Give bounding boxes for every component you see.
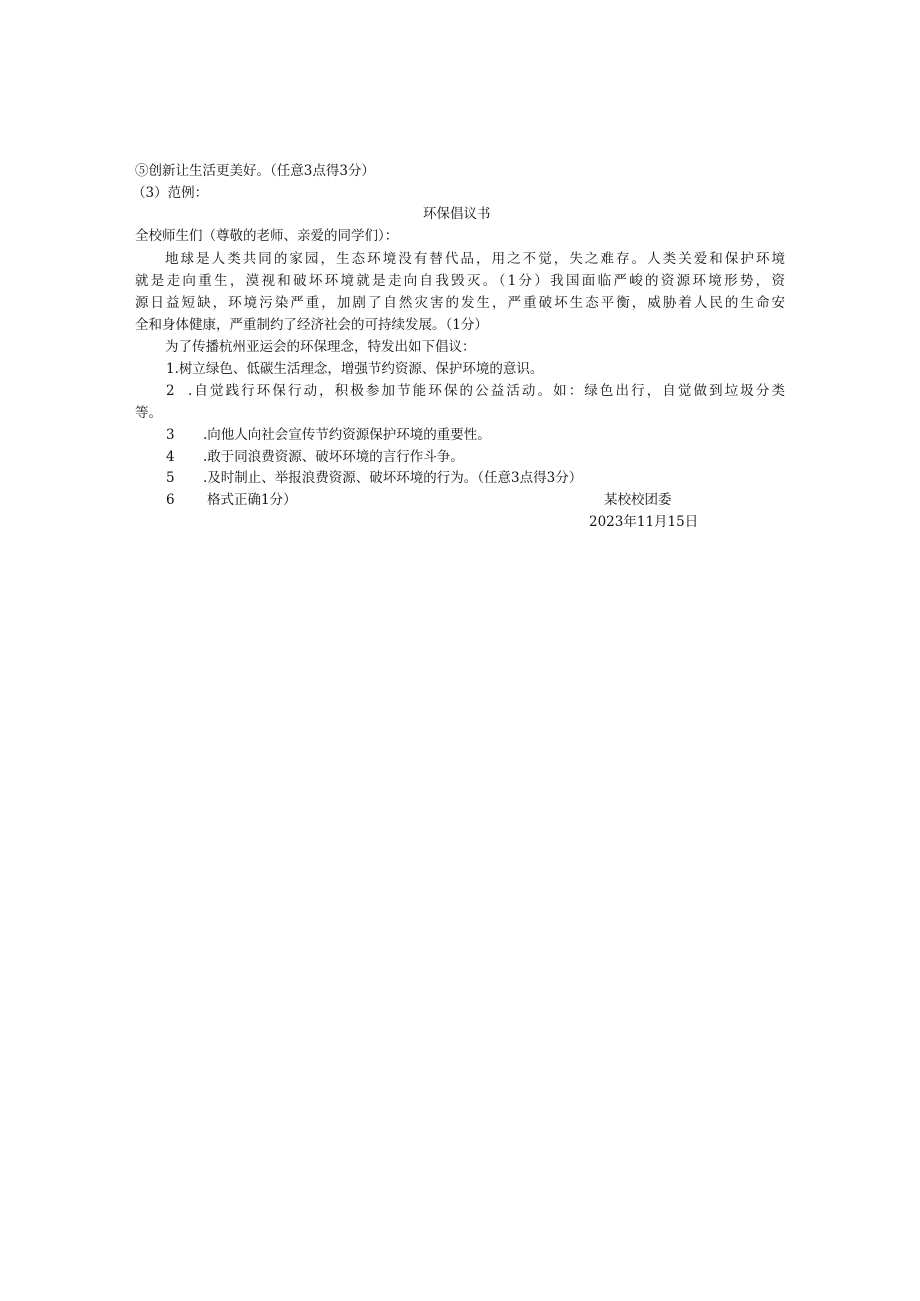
proposal-item-5-number: 5 bbox=[166, 470, 175, 486]
proposal-item-6-number: 6 bbox=[166, 492, 175, 508]
proposal-item-3: .向他人向社会宣传节约资源保护环境的重要性。 bbox=[203, 427, 491, 443]
salutation: 全校师生们（尊敬的老师、亲爱的同学们）： bbox=[135, 228, 399, 244]
proposal-item-3-number: 3 bbox=[166, 427, 175, 443]
example-heading: （3）范例： bbox=[132, 185, 209, 201]
proposal-item-2-row-2: 等。 bbox=[135, 405, 162, 421]
signature-date: 2023年11月15日 bbox=[589, 514, 699, 530]
paragraph-1-row-4: 全和身体健康，严重制约了经济社会的可持续发展。（1分） bbox=[135, 317, 488, 333]
paragraph-1-row-1: 地球是人类共同的家园，生态环境没有替代品，用之不觉，失之难存。人类关爱和保护环境 bbox=[165, 251, 785, 267]
answer-line-5: ⑤创新让生活更美好。（任意3点得3分） bbox=[135, 163, 375, 179]
proposal-item-5: .及时制止、举报浪费资源、破坏环境的行为。（任意3点得3分） bbox=[203, 470, 583, 486]
paragraph-1-row-2: 就是走向重生，漠视和破坏环境就是走向自我毁灭。（1分）我国面临严峻的资源环境形势，资 bbox=[135, 273, 785, 289]
proposal-item-2-number: 2 bbox=[166, 383, 175, 399]
proposal-item-6: 格式正确1分） bbox=[207, 492, 297, 508]
signature: 某校校团委 bbox=[604, 492, 672, 508]
proposal-item-2-row-1: .自觉践行环保行动，积极参加节能环保的公益活动。如：绿色出行，自觉做到垃圾分类 bbox=[188, 383, 785, 399]
proposal-intro: 为了传播杭州亚运会的环保理念，特发出如下倡议： bbox=[165, 339, 476, 355]
proposal-item-1: 1.树立绿色、低碳生活理念，增强节约资源、保护环境的意识。 bbox=[166, 361, 544, 377]
paragraph-1-row-3: 源日益短缺，环境污染严重，加剧了自然灾害的发生，严重破坏生态平衡，威胁着人民的生命安 bbox=[135, 295, 785, 311]
proposal-item-4-number: 4 bbox=[166, 449, 175, 465]
document-title: 环保倡议书 bbox=[423, 206, 491, 222]
proposal-item-4: .敢于同浪费资源、破坏环境的言行作斗争。 bbox=[203, 449, 464, 465]
